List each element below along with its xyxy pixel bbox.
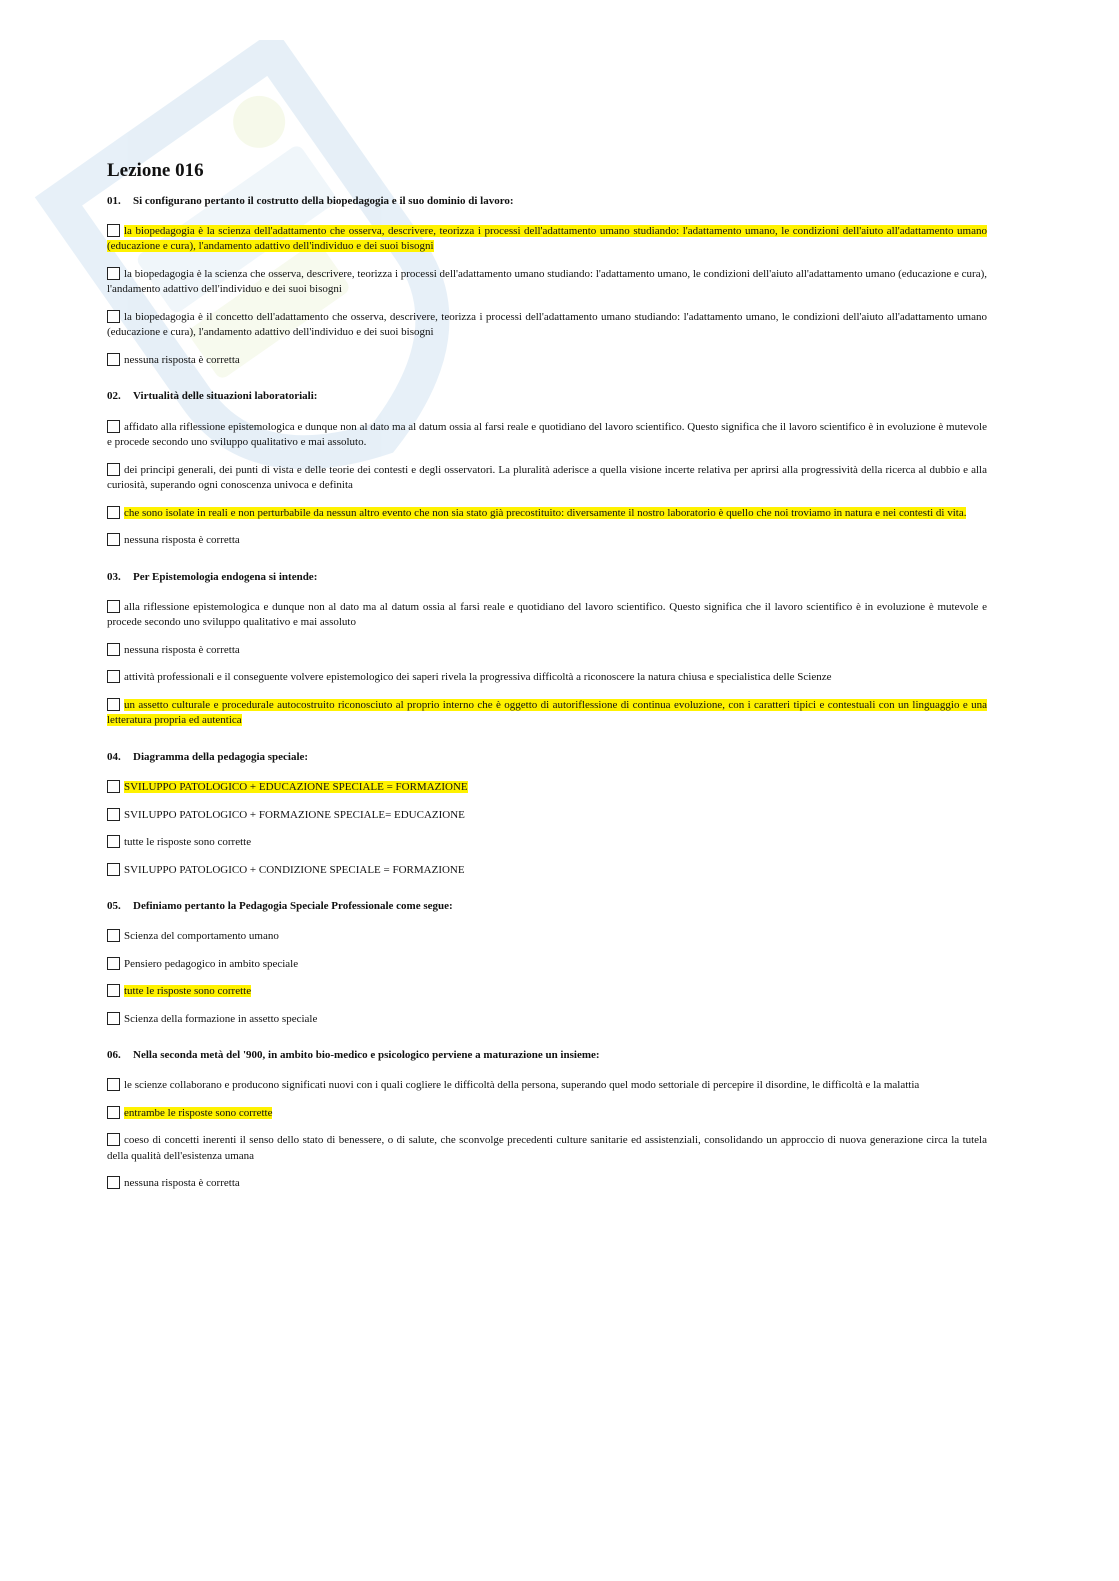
question-block bbox=[107, 195, 987, 369]
answer-text: Scienza della formazione in assetto speciale bbox=[124, 1012, 318, 1025]
answer-text: attività professionali e il conseguente volvere epistemologico dei saperi rivela la progressiva difficoltà a riconoscere la natura chiusa e specialistica delle Scienze bbox=[124, 671, 832, 684]
answer-option bbox=[107, 643, 987, 659]
answer-checkbox[interactable] bbox=[107, 506, 120, 519]
answer-checkbox[interactable] bbox=[107, 929, 120, 942]
lesson-title: Lezione 016 bbox=[107, 160, 204, 181]
answer-option bbox=[107, 1012, 987, 1028]
answer-option bbox=[107, 835, 987, 851]
answer-checkbox[interactable] bbox=[107, 310, 120, 323]
answer-option bbox=[107, 670, 987, 686]
answer-text: SVILUPPO PATOLOGICO + CONDIZIONE SPECIALE = FORMAZIONE bbox=[124, 863, 465, 876]
question-block bbox=[107, 751, 987, 878]
answer-text: la biopedagogia è la scienza dell'adattamento che osserva, descrivere, teorizza i processi dell'adattamento umano studiando: l'adattamento umano, le condizioni dell'aiuto all'adattamento umano (educazione e cura), l'andamento adattivo dell'individuo e dei suoi bisogni bbox=[107, 224, 987, 253]
answer-checkbox[interactable] bbox=[107, 353, 120, 366]
answer-checkbox[interactable] bbox=[107, 835, 120, 848]
answer-option bbox=[107, 353, 987, 369]
answer-checkbox[interactable] bbox=[107, 1012, 120, 1025]
answer-option-correct bbox=[107, 698, 987, 729]
exam-page bbox=[107, 160, 987, 1214]
answer-text: coeso di concetti inerenti il senso dello stato di benessere, o di salute, che sconvolge precedenti culture sanitarie ed assistenziali, consolidando un approccio di nuova generazione circa la tutela della qualità dell'esistenza umana bbox=[107, 1134, 987, 1162]
answer-option bbox=[107, 600, 987, 631]
answer-option-correct bbox=[107, 506, 987, 522]
answer-text: la biopedagogia è la scienza che osserva, descrivere, teorizza i processi dell'adattamento umano studiando: l'adattamento umano, le condizioni dell'aiuto all'adattamento umano (educazione e cura), l'andamento adattivo dell'individuo e dei suoi bisogni bbox=[107, 267, 987, 296]
answer-text: un assetto culturale e procedurale autocostruito riconosciuto al proprio interno che è oggetto di autoriflessione di continua evoluzione, con i caratteri tipici e contestuali con un linguaggio e una letteratura propria ed autentica bbox=[107, 698, 987, 727]
answer-checkbox[interactable] bbox=[107, 808, 120, 821]
answer-option bbox=[107, 310, 987, 341]
question-label: Per Epistemologia endogena si intende: bbox=[133, 570, 318, 583]
answer-checkbox[interactable] bbox=[107, 463, 120, 476]
answer-list bbox=[107, 929, 987, 1027]
answer-checkbox[interactable] bbox=[107, 600, 120, 613]
question-number: 05. bbox=[107, 900, 121, 913]
question-block bbox=[107, 390, 987, 548]
question-block bbox=[107, 571, 987, 729]
answer-option bbox=[107, 863, 987, 879]
answer-checkbox[interactable] bbox=[107, 267, 120, 280]
answer-option bbox=[107, 1176, 987, 1192]
answer-text: SVILUPPO PATOLOGICO + EDUCAZIONE SPECIALE = FORMAZIONE bbox=[124, 781, 468, 794]
question-text bbox=[107, 195, 987, 208]
question-number: 03. bbox=[107, 570, 121, 583]
answer-option bbox=[107, 1078, 987, 1094]
answer-text: che sono isolate in reali e non perturbabile da nessun altro evento che non sia stato già precostituito: diversamente il nostro laboratorio è quello che noi troviamo in natura e nei contesti di vita. bbox=[124, 506, 967, 519]
answer-option-correct bbox=[107, 1106, 987, 1122]
answer-checkbox[interactable] bbox=[107, 984, 120, 997]
question-label: Nella seconda metà del '900, in ambito bio-medico e psicologico perviene a maturazione un insieme: bbox=[133, 1049, 600, 1062]
answer-text: Scienza del comportamento umano bbox=[124, 930, 279, 943]
answer-text: le scienze collaborano e producono significati nuovi con i quali cogliere le difficoltà della persona, superando quel modo settoriale di percepire il disordine, le difficoltà e la malattia bbox=[124, 1079, 920, 1092]
answer-text: nessuna risposta è corretta bbox=[124, 643, 240, 656]
answer-text: la biopedagogia è il concetto dell'adattamento che osserva, descrivere, teorizza i processi dell'adattamento umano studiando: l'adattamento umano, le condizioni dell'aiuto all'adattamento umano (educazione e cura), l'andamento adattivo dell'individuo e dei suoi bisogni bbox=[107, 310, 987, 339]
answer-option bbox=[107, 267, 987, 298]
question-number: 01. bbox=[107, 194, 121, 207]
answer-text: SVILUPPO PATOLOGICO + FORMAZIONE SPECIALE= EDUCAZIONE bbox=[124, 808, 465, 821]
question-number: 06. bbox=[107, 1049, 121, 1062]
question-number: 02. bbox=[107, 390, 121, 403]
answer-option-correct bbox=[107, 780, 987, 796]
question-label: Definiamo pertanto la Pedagogia Speciale Professionale come segue: bbox=[133, 900, 453, 913]
question-label: Virtualità delle situazioni laboratoriali: bbox=[133, 390, 318, 403]
answer-list bbox=[107, 224, 987, 369]
answer-text: nessuna risposta è corretta bbox=[124, 353, 240, 366]
answer-checkbox[interactable] bbox=[107, 420, 120, 433]
question-number: 04. bbox=[107, 750, 121, 763]
answer-checkbox[interactable] bbox=[107, 1133, 120, 1146]
question-text bbox=[107, 390, 987, 403]
question-label: Si configurano pertanto il costrutto della biopedagogia e il suo dominio di lavoro: bbox=[133, 194, 514, 207]
question-text bbox=[107, 751, 987, 764]
answer-checkbox[interactable] bbox=[107, 1078, 120, 1091]
answer-text: nessuna risposta è corretta bbox=[124, 1177, 240, 1190]
question-text bbox=[107, 1049, 987, 1062]
answer-option-correct bbox=[107, 984, 987, 1000]
answer-text: nessuna risposta è corretta bbox=[124, 534, 240, 547]
question-text bbox=[107, 571, 987, 584]
question-list bbox=[107, 195, 987, 1192]
answer-checkbox[interactable] bbox=[107, 863, 120, 876]
answer-text: affidato alla riflessione epistemologica e dunque non al dato ma al datum ossia al farsi reale e quotidiano del lavoro scientifico. Questo significa che il lavoro scientifico è in evoluzione è mutevole e procede secondo uno sviluppo qualitativo e mai assoluto. bbox=[107, 420, 987, 449]
answer-text: Pensiero pedagogico in ambito speciale bbox=[124, 957, 299, 970]
answer-text: alla riflessione epistemologica e dunque non al dato ma al datum ossia al farsi reale e quotidiano del lavoro scientifico. Questo significa che il lavoro scientifico è in evoluzione è mutevole e procede secondo uno sviluppo qualitativo e mai assoluto bbox=[107, 600, 987, 629]
answer-checkbox[interactable] bbox=[107, 780, 120, 793]
answer-list bbox=[107, 780, 987, 878]
answer-option bbox=[107, 808, 987, 824]
answer-text: tutte le risposte sono corrette bbox=[124, 836, 252, 849]
question-text bbox=[107, 900, 987, 913]
answer-checkbox[interactable] bbox=[107, 957, 120, 970]
answer-option bbox=[107, 533, 987, 549]
answer-checkbox[interactable] bbox=[107, 533, 120, 546]
answer-option bbox=[107, 957, 987, 973]
answer-option bbox=[107, 463, 987, 494]
answer-text: dei principi generali, dei punti di vista e delle teorie dei contesti e degli osservatori. La pluralità aderisce a quella visione incerte relativa per aprirsi alla progressività della ricerca al dubbio e alla curiosità, superando ogni conoscenza univoca e definita bbox=[107, 463, 987, 492]
answer-checkbox[interactable] bbox=[107, 670, 120, 683]
answer-checkbox[interactable] bbox=[107, 1176, 120, 1189]
answer-checkbox[interactable] bbox=[107, 643, 120, 656]
answer-list bbox=[107, 600, 987, 729]
question-block bbox=[107, 1049, 987, 1192]
answer-list bbox=[107, 420, 987, 549]
question-block bbox=[107, 900, 987, 1027]
answer-option-correct bbox=[107, 224, 987, 255]
answer-option bbox=[107, 929, 987, 945]
answer-option bbox=[107, 1133, 987, 1164]
answer-checkbox[interactable] bbox=[107, 224, 120, 237]
answer-option bbox=[107, 420, 987, 451]
answer-text: entrambe le risposte sono corrette bbox=[124, 1106, 273, 1119]
answer-checkbox[interactable] bbox=[107, 1106, 120, 1119]
answer-list bbox=[107, 1078, 987, 1192]
answer-text: tutte le risposte sono corrette bbox=[124, 985, 252, 998]
question-label: Diagramma della pedagogia speciale: bbox=[133, 750, 309, 763]
answer-checkbox[interactable] bbox=[107, 698, 120, 711]
